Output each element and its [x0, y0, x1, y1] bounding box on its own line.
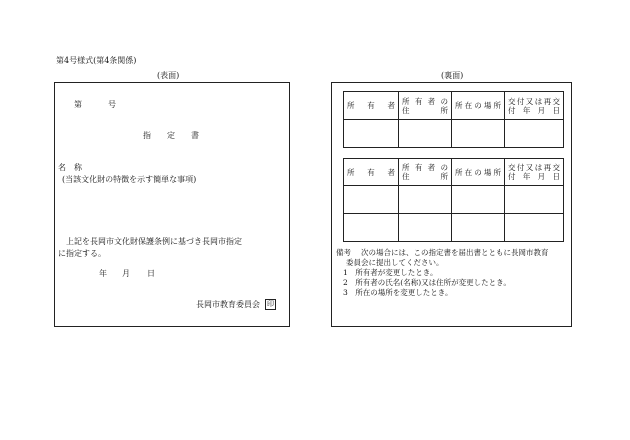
table-cell	[505, 120, 564, 148]
owner-address-header	[399, 92, 452, 120]
front-panel	[54, 82, 290, 327]
table-cell	[452, 214, 505, 242]
date-year: 年	[99, 269, 107, 278]
note-item-3: 3 所在の場所を変更したとき。	[343, 288, 453, 297]
table-cell	[452, 120, 505, 148]
owner-address-header-line2: 住 所	[402, 172, 448, 181]
table-cell	[344, 120, 399, 148]
table-cell	[505, 186, 564, 214]
issue-date-header-line2: 付 年 月 日	[508, 172, 560, 181]
designation-text-line2: に指定する。	[58, 249, 106, 258]
issue-date-header-line2: 付 年 月 日	[508, 105, 560, 115]
table-cell	[452, 186, 505, 214]
issue-date-header	[505, 92, 564, 120]
date-day: 日	[147, 269, 155, 278]
certificate-title: 指 定 書	[143, 131, 199, 140]
note-item-1: 1 所有者が変更したとき。	[343, 268, 438, 277]
table-cell	[344, 214, 399, 242]
property-name-label: 名 称	[58, 163, 82, 172]
issue-date-header	[505, 159, 564, 186]
owner-header: 所 有 者	[344, 159, 399, 186]
front-side-label: (表面)	[157, 71, 180, 80]
issue-date-header-line1: 交付又は再交	[508, 96, 560, 106]
owner-address-header-line1: 所 有 者 の	[402, 96, 448, 106]
location-header: 所在の場所	[452, 159, 505, 186]
notes-intro-line1: 次の場合には、この指定書を届出書とともに長岡市教育	[361, 248, 549, 257]
owner-address-header-line1: 所 有 者 の	[402, 163, 448, 172]
table-cell	[505, 214, 564, 242]
property-name-note: (当該文化財の特徴を示す簡単な事項)	[62, 175, 197, 184]
transfer-table-2	[343, 158, 564, 242]
certificate-number-prefix: 第	[74, 100, 82, 109]
designation-text-line1: 上記を長岡市文化財保護条例に基づき長岡市指定	[66, 237, 242, 246]
owner-address-header	[399, 159, 452, 186]
date-month: 月	[122, 269, 130, 278]
note-item-2: 2 所有者の氏名(名称)又は住所が変更したとき。	[343, 278, 511, 287]
notes-title: 備考	[336, 248, 351, 257]
table-cell	[344, 186, 399, 214]
location-header: 所在の場所	[452, 92, 505, 120]
table-cell	[399, 186, 452, 214]
notes-intro-line2: 委員会に提出してください。	[346, 258, 444, 267]
form-number: 第4号様式(第4条関係)	[56, 56, 137, 65]
owner-address-header-line2: 住 所	[402, 105, 448, 115]
certificate-number-suffix: 号	[108, 100, 116, 109]
issuer-name: 長岡市教育委員会	[196, 300, 260, 309]
table-cell	[399, 214, 452, 242]
seal-mark: 印	[267, 300, 274, 308]
transfer-table-1	[343, 91, 564, 148]
owner-header: 所 有 者	[344, 92, 399, 120]
issue-date-header-line1: 交付又は再交	[508, 163, 560, 172]
back-side-label: (裏面)	[441, 71, 464, 80]
table-cell	[399, 120, 452, 148]
